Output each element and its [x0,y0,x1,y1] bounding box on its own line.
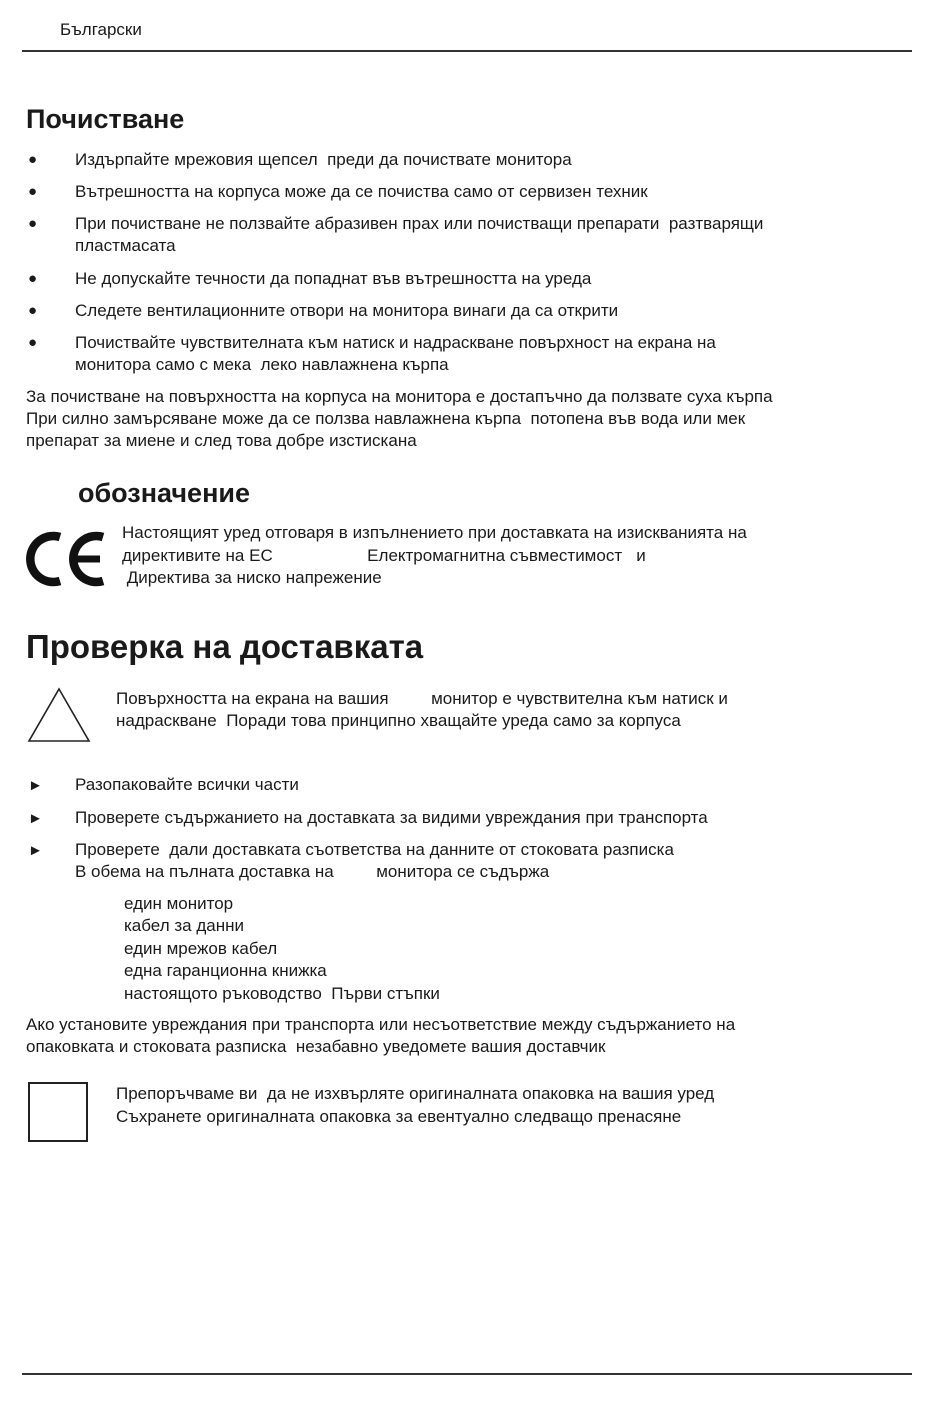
marking-text-line-2: директивите на ЕС Електромагнитна съвместимост и [122,546,646,565]
bullet-icon: ● [28,215,38,232]
bullet-icon: ● [28,334,38,351]
bullet-icon: ● [28,302,38,319]
cleaning-paragraph-line-1: За почистване на повърхността на корпуса на монитора е достапъчно да ползвате суха кърпа [26,387,773,406]
cleaning-bullet-1: Издърпайте мрежовия щепсел преди да почиствате монитора [75,150,572,169]
delivery-step-3-line-2: В обема на пълната доставка на монитора се съдържа [75,862,550,881]
bullet-icon: ● [28,270,38,287]
header-rule [22,50,912,52]
cleaning-bullet-6-line-1: Почиствайте чувствителната към натиск и надраскване повърхност на екрана на [75,333,716,352]
cleaning-bullet-6-line-2: монитора само с мека леко навлажнена кърпа [75,355,449,374]
cleaning-paragraph-line-3: препарат за миене и след това добре изстискана [26,431,417,450]
cleaning-bullet-5: Следете вентилационните отвори на монитора винаги да са открити [75,301,619,320]
damage-note-line-2: опаковката и стоковата разписка незабавно уведомете вашия доставчик [26,1037,606,1056]
contents-item: една гаранционна книжка [124,961,327,980]
cleaning-bullet-4: Не допускайте течности да попаднат във вътрешността на уреда [75,269,592,288]
delivery-warning-line-2: надраскване Поради това принципно хващайте уреда само за корпуса [116,711,681,730]
cleaning-title: Почистване [26,104,185,134]
arrow-icon: ► [28,777,43,794]
arrow-icon: ► [28,810,43,827]
arrow-icon: ► [28,842,43,859]
bullet-icon: ● [28,183,38,200]
delivery-step-1: Разопаковайте всички части [75,775,299,794]
delivery-title: Проверка на доставката [26,628,424,665]
cleaning-bullet-3-line-1: При почистване не ползвайте абразивен прах или почистващи препарати разтварящи [75,214,764,233]
marking-text-line-3: Директива за ниско напрежение [122,568,382,587]
warning-triangle-icon [26,686,92,744]
contents-item: един монитор [124,894,234,913]
bullet-icon: ● [28,151,38,168]
delivery-warning-line-1: Повърхността на екрана на вашия монитор е чувствителна към натиск и [116,689,728,708]
contents-item: кабел за данни [124,916,244,935]
delivery-step-2: Проверете съдържанието на доставката за видими увреждания при транспорта [75,808,708,827]
cleaning-bullet-2: Вътрешността на корпуса може да се почиства само от сервизен техник [75,182,648,201]
ce-mark-icon [24,528,108,590]
footer-rule [22,1373,912,1375]
packaging-note-line-2: Съхранете оригиналната опаковка за евентуално следващо пренасяне [116,1107,682,1126]
contents-item: настоящото ръководство Първи стъпки [124,984,440,1003]
note-box-icon [28,1082,88,1142]
delivery-step-3-line-1: Проверете дали доставката съответства на данните от стоковата разписка [75,840,674,859]
marking-text-line-1: Настоящият уред отговаря в изпълнението при доставката на изискванията на [122,523,747,542]
cleaning-paragraph-line-2: При силно замърсяване може да се ползва навлажнена кърпа потопена във вода или мек [26,409,746,428]
marking-title: обозначение [78,478,250,508]
cleaning-bullet-3-line-2: пластмасата [75,236,176,255]
contents-item: един мрежов кабел [124,939,278,958]
packaging-note-line-1: Препоръчваме ви да не изхвърляте оригиналната опаковка на вашия уред [116,1084,715,1103]
header-language: Български [60,20,142,39]
damage-note-line-1: Ако установите увреждания при транспорта или несъответствие между съдържанието на [26,1015,736,1034]
